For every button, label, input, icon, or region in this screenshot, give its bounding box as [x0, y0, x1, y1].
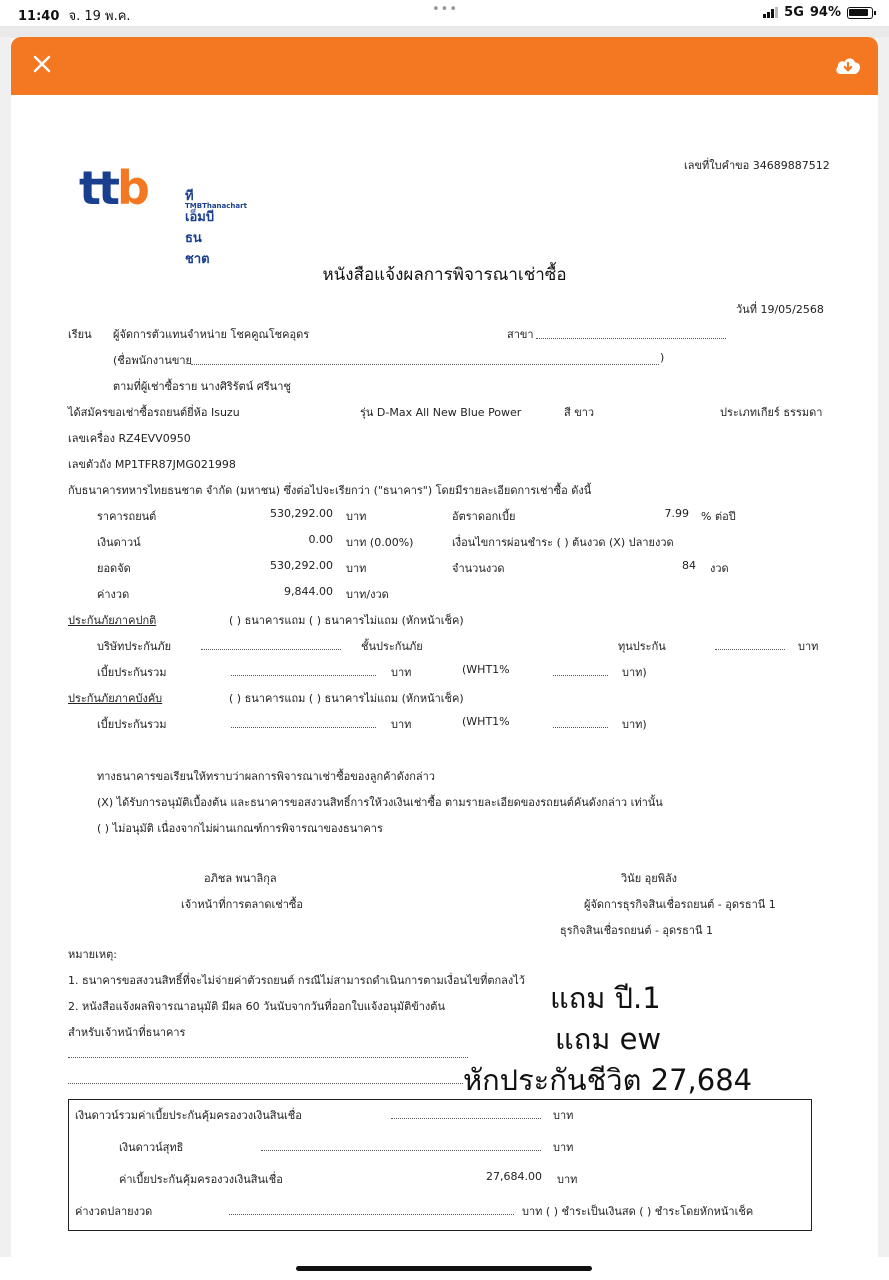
status-time: 11:40 จ. 19 พ.ค. — [18, 9, 131, 24]
status-right — [763, 5, 873, 20]
compulsory-wht-label: (WHT1% — [462, 715, 510, 728]
box-last-dotted-line — [229, 1214, 514, 1215]
insured-sum-dotted-line — [715, 649, 785, 650]
compulsory-insurance-label: ประกันภัยภาคบังคับ — [68, 692, 163, 705]
engine-number: เลขเครื่อง RZ4EVV0950 — [68, 432, 191, 445]
insured-sum-label: ทุนประกัน — [618, 640, 666, 653]
wht-label: (WHT1% — [462, 663, 510, 676]
term-unit: งวด — [710, 562, 729, 575]
voluntary-insurance-label: ประกันภัยภาคปกติ — [68, 614, 157, 627]
remark-label: หมายเหตุ: — [68, 948, 117, 961]
box-net-label: เงินดาวน์สุทธิ — [119, 1141, 184, 1154]
signal-icon — [763, 7, 778, 18]
installment-unit: บาท/งวด — [346, 588, 389, 601]
result-rejected: ( ) ไม่อนุมัติ เนื่องจากไม่ผ่านเกณฑ์การพิจารณาของธนาคาร — [97, 822, 383, 835]
interest-unit: % ต่อปี — [701, 510, 736, 523]
box-net-unit: บาท — [553, 1141, 574, 1154]
bank-logo — [79, 161, 247, 267]
sheet-edge-right — [878, 37, 889, 1257]
staff-only-label: สำหรับเจ้าหน้าที่ธนาคาร — [68, 1026, 186, 1039]
payment-condition: เงื่อนไขการผ่อนชำระ ( ) ต้นงวด (X) ปลายงวด — [452, 536, 674, 549]
network-label: 5G — [784, 5, 804, 20]
down-payment-value: 0.00 — [308, 533, 333, 546]
box-total-dotted-line — [391, 1118, 541, 1119]
logo-thai-name: ทีเอ็มบีธนชาต — [185, 189, 215, 267]
box-premium-value: 27,684.00 — [486, 1170, 542, 1183]
price-value: 530,292.00 — [270, 507, 333, 520]
home-indicator[interactable] — [296, 1266, 592, 1271]
compulsory-insurance-options: ( ) ธนาคารแถม ( ) ธนาคารไม่แถม (หักหน้าเช็ค) — [229, 692, 464, 705]
multitask-dots-icon[interactable]: ••• — [432, 2, 459, 17]
wht-unit: บาท) — [622, 666, 647, 679]
insurance-company-label: บริษัทประกันภัย — [97, 640, 172, 653]
chassis-number: เลขตัวถัง MP1TFR87JMG021998 — [68, 458, 236, 471]
logo-english-name: TMBThanachart — [185, 202, 247, 210]
down-payment-summary-box — [68, 1099, 812, 1231]
term-label: จำนวนงวด — [452, 562, 505, 575]
annotation-free-year1: แถม ปี.1 — [550, 981, 661, 1015]
finance-amount-label: ยอดจัด — [97, 562, 131, 575]
staff-dotted-line-1 — [68, 1057, 468, 1058]
compulsory-premium-unit: บาท — [391, 718, 412, 731]
box-total-unit: บาท — [553, 1109, 574, 1122]
viewer-toolbar — [11, 37, 878, 95]
document-date: วันที่ 19/05/2568 — [736, 303, 824, 316]
box-net-dotted-line — [261, 1150, 541, 1151]
insurance-company-dotted-line — [201, 649, 341, 650]
to-value: ผู้จัดการตัวแทนจำหน่าย โชคคูณโชคอุดร — [113, 328, 310, 341]
voluntary-insurance-options: ( ) ธนาคารแถม ( ) ธนาคารไม่แถม (หักหน้าเช็ค) — [229, 614, 464, 627]
box-last-installment-options: บาท ( ) ชำระเป็นเงินสด ( ) ชำระโดยหักหน้าเช็ค — [522, 1205, 754, 1218]
salesperson-dotted-line — [191, 364, 659, 365]
insured-sum-unit: บาท — [798, 640, 819, 653]
interest-label: อัตราดอกเบี้ย — [452, 510, 516, 523]
interest-value: 7.99 — [664, 507, 689, 520]
annotation-life-insurance: หักประกันชีวิต 27,684 — [463, 1063, 753, 1097]
result-approved: (X) ได้รับการอนุมัติเบื้องต้น และธนาคารขอสงวนสิทธิ์การให้วงเงินเช่าซื้อ ตามรายละเอียดของรถยนต์คันดังกล่าว เท่านั้น — [97, 796, 663, 809]
close-icon[interactable] — [27, 49, 57, 79]
document-page — [11, 95, 878, 1260]
salesperson-label: (ชื่อพนักงานขาย — [113, 354, 193, 367]
premium-total-label: เบี้ยประกันรวม — [97, 666, 167, 679]
remark-1: 1. ธนาคารขอสงวนสิทธิ์ที่จะไม่จ่ายค่าตัวรถยนต์ กรณีไม่สามารถดำเนินการตามเงื่อนไขที่ตกลงไว้ — [68, 974, 525, 987]
signer2-role: ผู้จัดการธุรกิจสินเชื่อรถยนต์ - อุดรธานี 1 — [584, 898, 776, 911]
staff-dotted-line-2 — [68, 1083, 463, 1084]
insurance-class-label: ชั้นประกันภัย — [361, 640, 423, 653]
remark-2: 2. หนังสือแจ้งผลพิจารณาอนุมัติ มีผล 60 วันนับจากวันที่ออกใบแจ้งอนุมัติข้างต้น — [68, 1000, 445, 1013]
branch-dotted-line — [536, 338, 726, 339]
price-label: ราคารถยนต์ — [97, 510, 157, 523]
compulsory-wht-dotted-line — [553, 727, 608, 728]
term-value: 84 — [682, 559, 696, 572]
installment-label: ค่างวด — [97, 588, 130, 601]
status-bar — [0, 0, 889, 26]
sheet-edge-left — [0, 37, 11, 1257]
car-model: รุ่น D-Max All New Blue Power — [360, 406, 522, 419]
signer2-unit: ธุรกิจสินเชื่อรถยนต์ - อุดรธานี 1 — [560, 924, 713, 937]
branch-label: สาขา — [507, 328, 534, 341]
to-label: เรียน — [68, 328, 92, 341]
applicant-name: ตามที่ผู้เช่าซื้อราย นางศิริรัตน์ ศรีนาชู — [113, 380, 291, 393]
installment-value: 9,844.00 — [284, 585, 333, 598]
box-last-installment-label: ค่างวดปลายงวด — [75, 1205, 153, 1218]
compulsory-premium-dotted-line — [231, 727, 376, 728]
down-payment-unit: บาท (0.00%) — [346, 536, 414, 549]
premium-total-dotted-line — [231, 675, 376, 676]
signer1-name: อภิชล พนาลิกุล — [204, 872, 277, 885]
box-total-label: เงินดาวน์รวมค่าเบี้ยประกันคุ้มครองวงเงินสินเชื่อ — [75, 1109, 302, 1122]
compulsory-premium-label: เบี้ยประกันรวม — [97, 718, 167, 731]
battery-percent: 94% — [809, 5, 841, 20]
battery-icon — [847, 7, 873, 19]
compulsory-wht-unit: บาท) — [622, 718, 647, 731]
price-unit: บาท — [346, 510, 367, 523]
car-color: สี ขาว — [564, 406, 595, 419]
wht-dotted-line — [553, 675, 608, 676]
finance-amount-value: 530,292.00 — [270, 559, 333, 572]
finance-amount-unit: บาท — [346, 562, 367, 575]
signer1-role: เจ้าหน้าที่การตลาดเช่าซื้อ — [181, 898, 304, 911]
premium-total-unit: บาท — [391, 666, 412, 679]
salesperson-close: ) — [660, 351, 665, 364]
box-premium-label: ค่าเบี้ยประกันคุ้มครองวงเงินสินเชื่อ — [119, 1173, 283, 1186]
result-notice: ทางธนาคารขอเรียนให้ทราบว่าผลการพิจารณาเช่าซื้อของลูกค้าดังกล่าว — [97, 770, 435, 783]
document-title: หนังสือแจ้งผลการพิจารณาเช่าซื้อ — [322, 265, 567, 285]
box-premium-unit: บาท — [557, 1173, 578, 1186]
car-gear: ประเภทเกียร์ ธรรมดา — [720, 406, 823, 419]
application-number: เลขที่ใบคำขอ 34689887512 — [684, 159, 830, 172]
bank-intro: กับธนาคารทหารไทยธนชาต จำกัด (มหาชน) ซึ่งต่อไปจะเรียกว่า ("ธนาคาร") โดยมีรายละเอียดการเช่าซื้อ ดังนี้ — [68, 484, 592, 497]
cloud-download-icon[interactable] — [834, 55, 862, 77]
down-payment-label: เงินดาวน์ — [97, 536, 141, 549]
signer2-name: วินัย อุยพิลัง — [621, 872, 678, 885]
ttb-logo-mark: ttb — [79, 161, 147, 215]
car-brand: ได้สมัครขอเช่าซื้อรถยนต์ยี่ห้อ Isuzu — [68, 406, 240, 419]
annotation-free-ew: แถม ew — [555, 1022, 662, 1056]
